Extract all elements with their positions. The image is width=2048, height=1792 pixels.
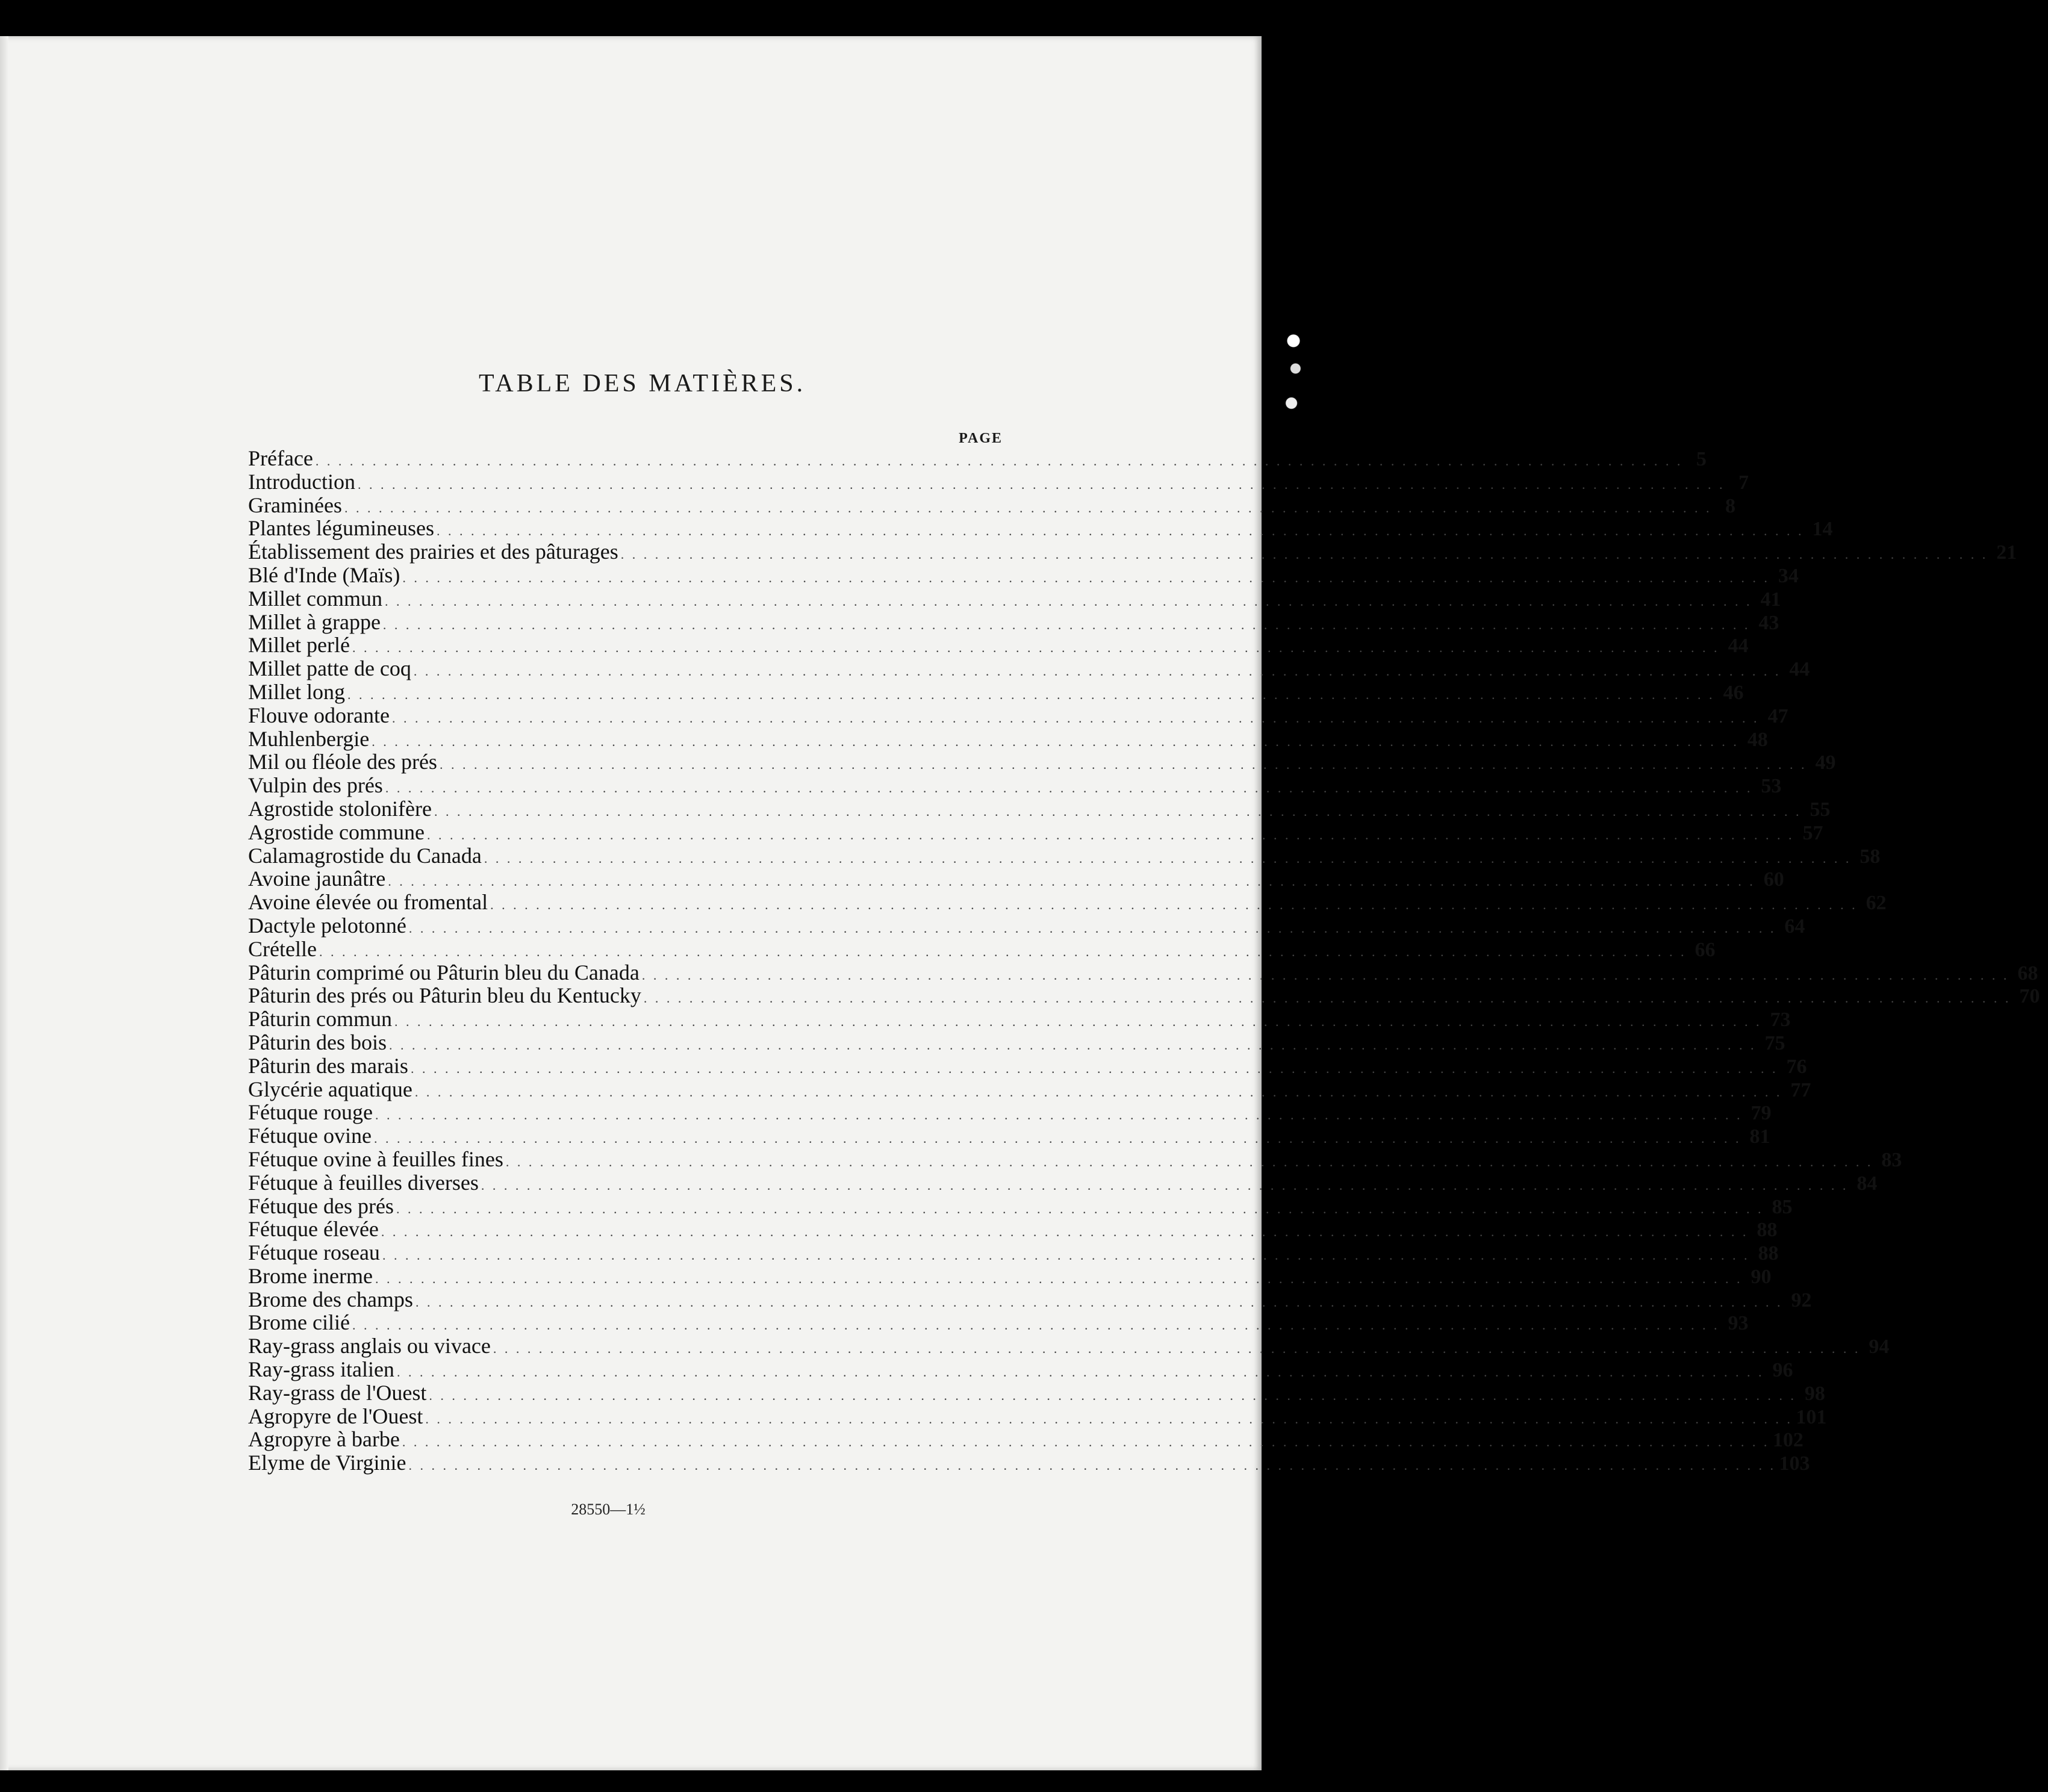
dot-leader: . . . . . . . . . . . . . . . . . . . . . . . . . . . . . . . . . . . . . . . . . . . . . . . . . . . . . . . . . . . . . . . . . . . . . . . . . . . . . . . . . . . . . . . . . . . . . . . . . . . . . . . . . . . . . . . . . . . . . . . . xyxy=(373,1131,1741,1146)
page-edge xyxy=(0,36,8,1770)
toc-entry xyxy=(248,890,1887,915)
toc-entry-page-number: 85 xyxy=(1772,1195,1793,1218)
toc-entry xyxy=(248,1240,1779,1265)
toc-entry xyxy=(248,796,1831,821)
toc-entry xyxy=(248,820,1823,844)
toc-entry-label: Brome inerme xyxy=(248,1263,373,1288)
toc-entry xyxy=(248,750,1836,774)
toc-entry xyxy=(248,913,1805,938)
toc-entry-page-number: 68 xyxy=(2017,962,2038,985)
dot-leader: . . . . . . . . . . . . . . . . . . . . . . . . . . . . . . . . . . . . . . . . . . . . . . . . . . . . . . . . . . . . . . . . . . . . . . . . . . . . . . . . . . . . . . . . . . . . . . . . . . . . . . . . . . . . . . . . . . . . . . . . xyxy=(505,1154,1873,1169)
toc-entry-label: Avoine jaunâtre xyxy=(248,866,386,891)
toc-entry xyxy=(248,703,1788,727)
toc-entry-label: Flouve odorante xyxy=(248,703,390,727)
toc-entry-label: Agropyre à barbe xyxy=(248,1427,400,1452)
toc-entry-page-number: 101 xyxy=(1796,1405,1827,1428)
toc-entry-page-number: 49 xyxy=(1815,751,1836,774)
toc-entry xyxy=(248,562,1799,587)
toc-entry-page-number: 94 xyxy=(1869,1336,1890,1358)
dot-leader: . . . . . . . . . . . . . . . . . . . . . . . . . . . . . . . . . . . . . . . . . . . . . . . . . . . . . . . . . . . . . . . . . . . . . . . . . . . . . . . . . . . . . . . . . . . . . . . . . . . . . . . . . . . . . . . . . . . . . . . . xyxy=(396,1364,1764,1380)
dot-leader: . . . . . . . . . . . . . . . . . . . . . . . . . . . . . . . . . . . . . . . . . . . . . . . . . . . . . . . . . . . . . . . . . . . . . . . . . . . . . . . . . . . . . . . . . . . . . . . . . . . . . . . . . . . . . . . . . . . . . . . . xyxy=(391,710,1760,726)
toc-entry xyxy=(248,1451,1810,1475)
toc-entry-page-number: 53 xyxy=(1761,775,1782,798)
dot-leader: . . . . . . . . . . . . . . . . . . . . . . . . . . . . . . . . . . . . . . . . . . . . . . . . . . . . . . . . . . . . . . . . . . . . . . . . . . . . . . . . . . . . . . . . . . . . . . . . . . . . . . . . . . . . . . . . . . . . . . . . xyxy=(315,453,1683,468)
toc-entry xyxy=(248,983,2040,1008)
toc-entry-label: Agrostide commune xyxy=(248,820,425,844)
toc-entry-label: Millet long xyxy=(248,679,345,704)
toc-entry-page-number: 102 xyxy=(1772,1429,1804,1452)
toc-entry-page-number: 83 xyxy=(1881,1148,1902,1171)
toc-entry xyxy=(248,1007,1791,1031)
toc-entry xyxy=(248,1404,1827,1428)
toc-entry-label: Pâturin des bois xyxy=(248,1030,387,1054)
dot-leader: . . . . . . . . . . . . . . . . . . . . . . . . . . . . . . . . . . . . . . . . . . . . . . . . . . . . . . . . . . . . . . . . . . . . . . . . . . . . . . . . . . . . . . . . . . . . . . . . . . . . . . . . . . . . . . . . . . . . . . . . xyxy=(410,1060,1778,1076)
toc-entry-label: Ray-grass italien xyxy=(248,1357,394,1382)
printer-footer: 28550—1½ xyxy=(571,1501,646,1518)
dot-leader: . . . . . . . . . . . . . . . . . . . . . . . . . . . . . . . . . . . . . . . . . . . . . . . . . . . . . . . . . . . . . . . . . . . . . . . . . . . . . . . . . . . . . . . . . . . . . . . . . . . . . . . . . . . . . . . . . . . . . . . . xyxy=(372,733,1739,749)
page-column-heading: PAGE xyxy=(959,431,1003,446)
dot-leader: . . . . . . . . . . . . . . . . . . . . . . . . . . . . . . . . . . . . . . . . . . . . . . . . . . . . . . . . . . . . . . . . . . . . . . . . . . . . . . . . . . . . . . . . . . . . . . . . . . . . . . . . . . . . . . . . . . . . . . . . xyxy=(413,664,1781,679)
dot-leader: . . . . . . . . . . . . . . . . . . . . . . . . . . . . . . . . . . . . . . . . . . . . . . . . . . . . . . . . . . . . . . . . . . . . . . . . . . . . . . . . . . . . . . . . . . . . . . . . . . . . . . . . . . . . . . . . . . . . . . . . xyxy=(384,593,1752,609)
toc-entry-label: Vulpin des prés xyxy=(248,773,383,798)
toc-entry-label: Avoine élevée ou fromental xyxy=(248,890,488,915)
toc-entry-label: Fétuque élevée xyxy=(248,1217,379,1242)
toc-entry-page-number: 90 xyxy=(1751,1265,1772,1288)
scan-artifact xyxy=(1283,313,1304,452)
dot-leader: . . . . . . . . . . . . . . . . . . . . . . . . . . . . . . . . . . . . . . . . . . . . . . . . . . . . . . . . . . . . . . . . . . . . . . . . . . . . . . . . . . . . . . . . . . . . . . . . . . . . . . . . . . . . . . . . . . . . . . . . xyxy=(439,757,1807,773)
toc-entry-label: Millet commun xyxy=(248,586,382,611)
toc-entry-label: Calamagrostide du Canada xyxy=(248,843,482,868)
toc-entry-page-number: 84 xyxy=(1857,1172,1878,1195)
toc-entry xyxy=(248,1357,1793,1382)
toc-entry xyxy=(248,679,1744,704)
table-of-contents xyxy=(248,446,2040,1475)
dot-leader: . . . . . . . . . . . . . . . . . . . . . . . . . . . . . . . . . . . . . . . . . . . . . . . . . . . . . . . . . . . . . . . . . . . . . . . . . . . . . . . . . . . . . . . . . . . . . . . . . . . . . . . . . . . . . . . . . . . . . . . . xyxy=(375,1271,1743,1286)
dot-leader: . . . . . . . . . . . . . . . . . . . . . . . . . . . . . . . . . . . . . . . . . . . . . . . . . . . . . . . . . . . . . . . . . . . . . . . . . . . . . . . . . . . . . . . . . . . . . . . . . . . . . . . . . . . . . . . . . . . . . . . . xyxy=(414,1084,1782,1100)
dot-leader: . . . . . . . . . . . . . . . . . . . . . . . . . . . . . . . . . . . . . . . . . . . . . . . . . . . . . . . . . . . . . . . . . . . . . . . . . . . . . . . . . . . . . . . . . . . . . . . . . . . . . . . . . . . . . . . . . . . . . . . . xyxy=(382,617,1751,632)
toc-entry xyxy=(248,1053,1807,1078)
toc-entry-page-number: 73 xyxy=(1770,1009,1791,1031)
dot-leader: . . . . . . . . . . . . . . . . . . . . . . . . . . . . . . . . . . . . . . . . . . . . . . . . . . . . . . . . . . . . . . . . . . . . . . . . . . . . . . . . . . . . . . . . . . . . . . . . . . . . . . . . . . . . . . . . . . . . . . . . xyxy=(484,850,1852,866)
toc-entry xyxy=(248,516,1833,541)
toc-entry-page-number: 21 xyxy=(1996,541,2017,564)
dot-leader: . . . . . . . . . . . . . . . . . . . . . . . . . . . . . . . . . . . . . . . . . . . . . . . . . . . . . . . . . . . . . . . . . . . . . . . . . . . . . . . . . . . . . . . . . . . . . . . . . . . . . . . . . . . . . . . . . . . . . . . . xyxy=(490,897,1858,913)
toc-entry-label: Millet à grappe xyxy=(248,609,381,634)
toc-entry-page-number: 81 xyxy=(1749,1125,1770,1148)
toc-entry-label: Établissement des prairies et des pâturages xyxy=(248,540,618,564)
toc-entry-label: Glycérie aquatique xyxy=(248,1077,412,1101)
toc-entry-page-number: 98 xyxy=(1804,1382,1825,1405)
toc-entry-label: Fétuque roseau xyxy=(248,1240,380,1265)
toc-entry-label: Millet perlé xyxy=(248,633,350,658)
toc-entry-label: Elyme de Virginie xyxy=(248,1451,406,1475)
toc-entry-page-number: 88 xyxy=(1757,1219,1778,1242)
toc-entry xyxy=(248,1334,1890,1358)
toc-entry-label: Crételle xyxy=(248,936,317,961)
toc-entry-page-number: 60 xyxy=(1763,868,1784,891)
toc-entry-page-number: 88 xyxy=(1758,1242,1779,1265)
dot-leader: . . . . . . . . . . . . . . . . . . . . . . . . . . . . . . . . . . . . . . . . . . . . . . . . . . . . . . . . . . . . . . . . . . . . . . . . . . . . . . . . . . . . . . . . . . . . . . . . . . . . . . . . . . . . . . . . . . . . . . . . xyxy=(388,874,1755,889)
toc-entry-page-number: 41 xyxy=(1760,588,1781,611)
toc-entry-label: Pâturin comprimé ou Pâturin bleu du Canada xyxy=(248,960,640,985)
toc-entry xyxy=(248,493,1735,517)
toc-entry xyxy=(248,1427,1804,1452)
toc-entry xyxy=(248,1380,1825,1405)
toc-entry-page-number: 93 xyxy=(1728,1312,1749,1335)
toc-entry-label: Fétuque ovine xyxy=(248,1124,372,1148)
toc-entry-page-number: 70 xyxy=(2019,985,2040,1008)
dot-leader: . . . . . . . . . . . . . . . . . . . . . . . . . . . . . . . . . . . . . . . . . . . . . . . . . . . . . . . . . . . . . . . . . . . . . . . . . . . . . . . . . . . . . . . . . . . . . . . . . . . . . . . . . . . . . . . . . . . . . . . . xyxy=(382,1248,1750,1263)
dot-leader: . . . . . . . . . . . . . . . . . . . . . . . . . . . . . . . . . . . . . . . . . . . . . . . . . . . . . . . . . . . . . . . . . . . . . . . . . . . . . . . . . . . . . . . . . . . . . . . . . . . . . . . . . . . . . . . . . . . . . . . . xyxy=(319,944,1687,959)
dot-leader: . . . . . . . . . . . . . . . . . . . . . . . . . . . . . . . . . . . . . . . . . . . . . . . . . . . . . . . . . . . . . . . . . . . . . . . . . . . . . . . . . . . . . . . . . . . . . . . . . . . . . . . . . . . . . . . . . . . . . . . . xyxy=(375,1107,1743,1123)
toc-entry-label: Brome des champs xyxy=(248,1287,413,1311)
toc-entry-page-number: 8 xyxy=(1725,494,1735,517)
toc-entry xyxy=(248,540,2017,564)
dot-leader: . . . . . . . . . . . . . . . . . . . . . . . . . . . . . . . . . . . . . . . . . . . . . . . . . . . . . . . . . . . . . . . . . . . . . . . . . . . . . . . . . . . . . . . . . . . . . . . . . . . . . . . . . . . . . . . . . . . . . . . . xyxy=(381,1224,1749,1240)
toc-entry-label: Fétuque à feuilles diverses xyxy=(248,1170,479,1195)
dot-leader: . . . . . . . . . . . . . . . . . . . . . . . . . . . . . . . . . . . . . . . . . . . . . . . . . . . . . . . . . . . . . . . . . . . . . . . . . . . . . . . . . . . . . . . . . . . . . . . . . . . . . . . . . . . . . . . . . . . . . . . . xyxy=(344,500,1712,515)
toc-entry-page-number: 34 xyxy=(1778,564,1799,587)
toc-entry-page-number: 7 xyxy=(1738,471,1749,494)
toc-entry xyxy=(248,936,1716,961)
dot-leader: . . . . . . . . . . . . . . . . . . . . . . . . . . . . . . . . . . . . . . . . . . . . . . . . . . . . . . . . . . . . . . . . . . . . . . . . . . . . . . . . . . . . . . . . . . . . . . . . . . . . . . . . . . . . . . . . . . . . . . . . xyxy=(643,991,2011,1006)
toc-entry-page-number: 14 xyxy=(1812,518,1833,541)
toc-entry-label: Blé d'Inde (Maïs) xyxy=(248,562,400,587)
toc-entry-page-number: 48 xyxy=(1747,728,1768,751)
toc-entry-page-number: 103 xyxy=(1779,1452,1810,1475)
dot-leader: . . . . . . . . . . . . . . . . . . . . . . . . . . . . . . . . . . . . . . . . . . . . . . . . . . . . . . . . . . . . . . . . . . . . . . . . . . . . . . . . . . . . . . . . . . . . . . . . . . . . . . . . . . . . . . . . . . . . . . . . xyxy=(347,686,1715,702)
dot-leader: . . . . . . . . . . . . . . . . . . . . . . . . . . . . . . . . . . . . . . . . . . . . . . . . . . . . . . . . . . . . . . . . . . . . . . . . . . . . . . . . . . . . . . . . . . . . . . . . . . . . . . . . . . . . . . . . . . . . . . . . xyxy=(493,1341,1861,1357)
toc-entry xyxy=(248,1170,1878,1195)
toc-entry-page-number: 76 xyxy=(1786,1055,1807,1078)
toc-entry-page-number: 5 xyxy=(1696,448,1707,470)
dot-leader: . . . . . . . . . . . . . . . . . . . . . . . . . . . . . . . . . . . . . . . . . . . . . . . . . . . . . . . . . . . . . . . . . . . . . . . . . . . . . . . . . . . . . . . . . . . . . . . . . . . . . . . . . . . . . . . . . . . . . . . . xyxy=(389,1037,1757,1053)
dot-leader: . . . . . . . . . . . . . . . . . . . . . . . . . . . . . . . . . . . . . . . . . . . . . . . . . . . . . . . . . . . . . . . . . . . . . . . . . . . . . . . . . . . . . . . . . . . . . . . . . . . . . . . . . . . . . . . . . . . . . . . . xyxy=(352,640,1720,656)
toc-entry-page-number: 44 xyxy=(1728,635,1749,658)
toc-entry-label: Graminées xyxy=(248,493,342,517)
toc-entry xyxy=(248,1146,1902,1171)
toc-entry xyxy=(248,866,1784,891)
dot-leader: . . . . . . . . . . . . . . . . . . . . . . . . . . . . . . . . . . . . . . . . . . . . . . . . . . . . . . . . . . . . . . . . . . . . . . . . . . . . . . . . . . . . . . . . . . . . . . . . . . . . . . . . . . . . . . . . . . . . . . . . xyxy=(425,1411,1793,1426)
toc-entry xyxy=(248,843,1881,868)
toc-entry xyxy=(248,1124,1770,1148)
dot-leader: . . . . . . . . . . . . . . . . . . . . . . . . . . . . . . . . . . . . . . . . . . . . . . . . . . . . . . . . . . . . . . . . . . . . . . . . . . . . . . . . . . . . . . . . . . . . . . . . . . . . . . . . . . . . . . . . . . . . . . . . xyxy=(402,1434,1770,1450)
toc-entry xyxy=(248,469,1749,494)
toc-entry-label: Fétuque ovine à feuilles fines xyxy=(248,1146,503,1171)
toc-entry xyxy=(248,656,1810,681)
toc-entry xyxy=(248,726,1768,751)
toc-entry xyxy=(248,1310,1749,1335)
dot-leader: . . . . . . . . . . . . . . . . . . . . . . . . . . . . . . . . . . . . . . . . . . . . . . . . . . . . . . . . . . . . . . . . . . . . . . . . . . . . . . . . . . . . . . . . . . . . . . . . . . . . . . . . . . . . . . . . . . . . . . . . xyxy=(434,803,1802,819)
toc-entry xyxy=(248,1263,1772,1288)
toc-entry xyxy=(248,1287,1812,1311)
toc-entry-page-number: 55 xyxy=(1810,798,1831,821)
toc-entry-label: Introduction xyxy=(248,469,355,494)
toc-entry-page-number: 64 xyxy=(1784,915,1805,938)
toc-entry xyxy=(248,609,1779,634)
dot-leader: . . . . . . . . . . . . . . . . . . . . . . . . . . . . . . . . . . . . . . . . . . . . . . . . . . . . . . . . . . . . . . . . . . . . . . . . . . . . . . . . . . . . . . . . . . . . . . . . . . . . . . . . . . . . . . . . . . . . . . . . xyxy=(408,1458,1776,1473)
toc-entry-label: Préface xyxy=(248,446,313,470)
toc-entry-page-number: 75 xyxy=(1764,1031,1785,1054)
page-title: TABLE DES MATIÈRES. xyxy=(479,370,806,397)
dot-leader: . . . . . . . . . . . . . . . . . . . . . . . . . . . . . . . . . . . . . . . . . . . . . . . . . . . . . . . . . . . . . . . . . . . . . . . . . . . . . . . . . . . . . . . . . . . . . . . . . . . . . . . . . . . . . . . . . . . . . . . . xyxy=(408,920,1776,936)
toc-entry-label: Ray-grass anglais ou vivace xyxy=(248,1334,491,1358)
toc-entry-page-number: 66 xyxy=(1695,938,1716,961)
toc-entry-label: Millet patte de coq xyxy=(248,656,411,681)
dot-leader: . . . . . . . . . . . . . . . . . . . . . . . . . . . . . . . . . . . . . . . . . . . . . . . . . . . . . . . . . . . . . . . . . . . . . . . . . . . . . . . . . . . . . . . . . . . . . . . . . . . . . . . . . . . . . . . . . . . . . . . . xyxy=(352,1318,1720,1333)
toc-entry xyxy=(248,1077,1811,1101)
dot-leader: . . . . . . . . . . . . . . . . . . . . . . . . . . . . . . . . . . . . . . . . . . . . . . . . . . . . . . . . . . . . . . . . . . . . . . . . . . . . . . . . . . . . . . . . . . . . . . . . . . . . . . . . . . . . . . . . . . . . . . . . xyxy=(357,476,1725,492)
toc-entry-label: Fétuque rouge xyxy=(248,1100,373,1125)
dot-leader: . . . . . . . . . . . . . . . . . . . . . . . . . . . . . . . . . . . . . . . . . . . . . . . . . . . . . . . . . . . . . . . . . . . . . . . . . . . . . . . . . . . . . . . . . . . . . . . . . . . . . . . . . . . . . . . . . . . . . . . . xyxy=(426,827,1794,842)
toc-entry-label: Brome cilié xyxy=(248,1310,350,1335)
dot-leader: . . . . . . . . . . . . . . . . . . . . . . . . . . . . . . . . . . . . . . . . . . . . . . . . . . . . . . . . . . . . . . . . . . . . . . . . . . . . . . . . . . . . . . . . . . . . . . . . . . . . . . . . . . . . . . . . . . . . . . . . xyxy=(402,570,1770,585)
toc-entry-page-number: 44 xyxy=(1789,658,1810,681)
dot-leader: . . . . . . . . . . . . . . . . . . . . . . . . . . . . . . . . . . . . . . . . . . . . . . . . . . . . . . . . . . . . . . . . . . . . . . . . . . . . . . . . . . . . . . . . . . . . . . . . . . . . . . . . . . . . . . . . . . . . . . . . xyxy=(620,547,1988,562)
toc-entry-label: Dactyle pelotonné xyxy=(248,913,406,938)
toc-entry-page-number: 96 xyxy=(1772,1359,1793,1382)
toc-entry xyxy=(248,586,1781,611)
toc-entry-page-number: 92 xyxy=(1791,1289,1812,1311)
toc-entry-label: Muhlenbergie xyxy=(248,726,370,751)
toc-entry xyxy=(248,773,1782,798)
toc-entry-label: Pâturin des prés ou Pâturin bleu du Kentucky xyxy=(248,983,641,1008)
toc-entry-page-number: 62 xyxy=(1866,892,1887,915)
toc-entry-page-number: 57 xyxy=(1802,821,1823,844)
toc-entry-page-number: 79 xyxy=(1751,1102,1772,1125)
toc-entry xyxy=(248,633,1749,658)
toc-entry-page-number: 46 xyxy=(1723,681,1744,704)
dot-leader: . . . . . . . . . . . . . . . . . . . . . . . . . . . . . . . . . . . . . . . . . . . . . . . . . . . . . . . . . . . . . . . . . . . . . . . . . . . . . . . . . . . . . . . . . . . . . . . . . . . . . . . . . . . . . . . . . . . . . . . . xyxy=(436,523,1804,539)
dot-leader: . . . . . . . . . . . . . . . . . . . . . . . . . . . . . . . . . . . . . . . . . . . . . . . . . . . . . . . . . . . . . . . . . . . . . . . . . . . . . . . . . . . . . . . . . . . . . . . . . . . . . . . . . . . . . . . . . . . . . . . . xyxy=(394,1014,1762,1030)
document-page xyxy=(0,36,2040,1770)
toc-entry-label: Pâturin des marais xyxy=(248,1053,408,1078)
toc-entry-label: Pâturin commun xyxy=(248,1007,392,1031)
toc-entry-label: Ray-grass de l'Ouest xyxy=(248,1380,427,1405)
toc-entry xyxy=(248,446,1707,470)
toc-entry xyxy=(248,1100,1772,1125)
toc-entry-label: Agropyre de l'Ouest xyxy=(248,1404,423,1428)
dot-leader: . . . . . . . . . . . . . . . . . . . . . . . . . . . . . . . . . . . . . . . . . . . . . . . . . . . . . . . . . . . . . . . . . . . . . . . . . . . . . . . . . . . . . . . . . . . . . . . . . . . . . . . . . . . . . . . . . . . . . . . . xyxy=(396,1201,1764,1216)
toc-entry-page-number: 77 xyxy=(1790,1078,1811,1101)
toc-entry xyxy=(248,960,2038,985)
dot-leader: . . . . . . . . . . . . . . . . . . . . . . . . . . . . . . . . . . . . . . . . . . . . . . . . . . . . . . . . . . . . . . . . . . . . . . . . . . . . . . . . . . . . . . . . . . . . . . . . . . . . . . . . . . . . . . . . . . . . . . . . xyxy=(481,1177,1849,1193)
toc-entry-page-number: 43 xyxy=(1758,611,1779,634)
dot-leader: . . . . . . . . . . . . . . . . . . . . . . . . . . . . . . . . . . . . . . . . . . . . . . . . . . . . . . . . . . . . . . . . . . . . . . . . . . . . . . . . . . . . . . . . . . . . . . . . . . . . . . . . . . . . . . . . . . . . . . . . xyxy=(641,967,2009,983)
toc-entry xyxy=(248,1030,1785,1054)
toc-entry-label: Fétuque des prés xyxy=(248,1193,394,1218)
dot-leader: . . . . . . . . . . . . . . . . . . . . . . . . . . . . . . . . . . . . . . . . . . . . . . . . . . . . . . . . . . . . . . . . . . . . . . . . . . . . . . . . . . . . . . . . . . . . . . . . . . . . . . . . . . . . . . . . . . . . . . . . xyxy=(429,1387,1796,1403)
toc-entry xyxy=(248,1217,1778,1242)
toc-entry-label: Mil ou fléole des prés xyxy=(248,750,437,774)
dot-leader: . . . . . . . . . . . . . . . . . . . . . . . . . . . . . . . . . . . . . . . . . . . . . . . . . . . . . . . . . . . . . . . . . . . . . . . . . . . . . . . . . . . . . . . . . . . . . . . . . . . . . . . . . . . . . . . . . . . . . . . . xyxy=(385,780,1753,796)
toc-entry-label: Agrostide stolonifère xyxy=(248,796,432,821)
toc-entry xyxy=(248,1193,1793,1218)
toc-entry-label: Plantes légumineuses xyxy=(248,516,434,541)
toc-entry-page-number: 58 xyxy=(1860,845,1881,868)
toc-entry-page-number: 47 xyxy=(1767,705,1788,727)
dot-leader: . . . . . . . . . . . . . . . . . . . . . . . . . . . . . . . . . . . . . . . . . . . . . . . . . . . . . . . . . . . . . . . . . . . . . . . . . . . . . . . . . . . . . . . . . . . . . . . . . . . . . . . . . . . . . . . . . . . . . . . . xyxy=(415,1294,1783,1310)
